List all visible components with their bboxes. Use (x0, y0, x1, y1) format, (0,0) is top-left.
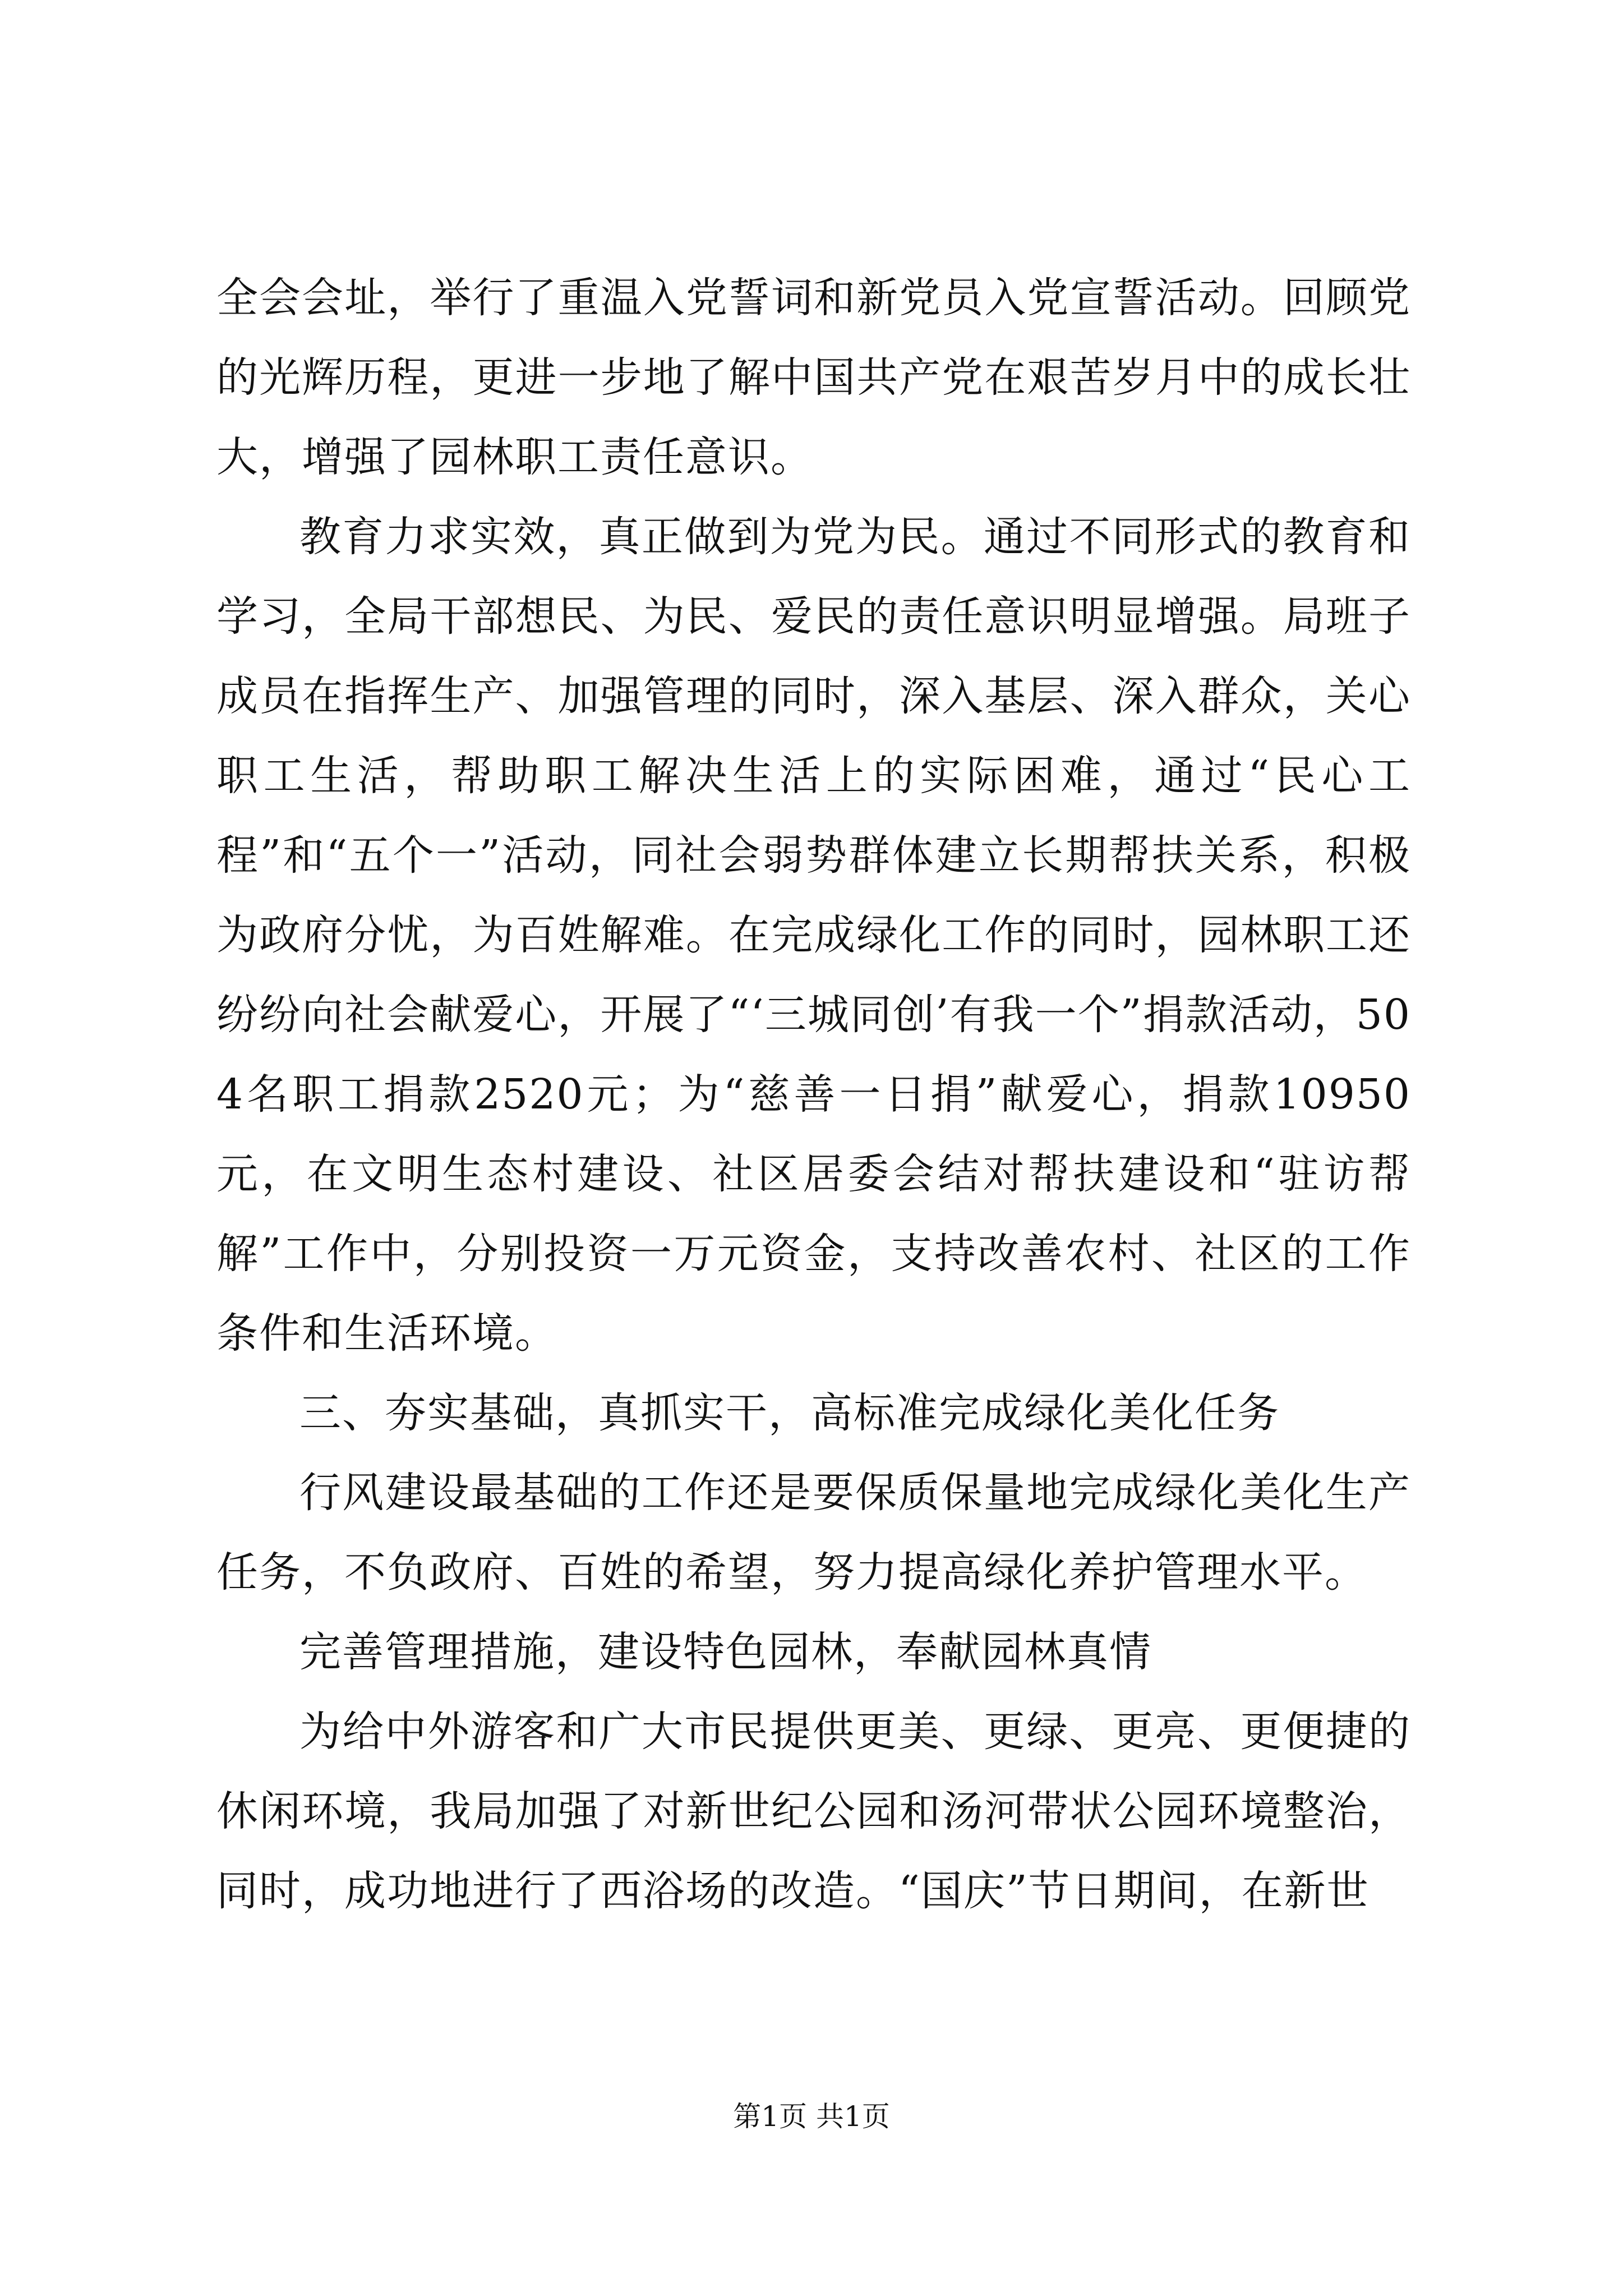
document-body (216, 258, 1411, 1931)
paragraph-4: 行风建设最基础的工作还是要保质保量地完成绿化美化生产任务，不负政府、百姓的希望，努力提高绿化养护管理水平。 (216, 1469, 1411, 1596)
paragraph-6: 为给中外游客和广大市民提供更美、更绿、更亮、更便捷的休闲环境，我局加强了对新世纪公园和汤河带状公园环境整治，同时，成功地进行了西浴场的改造。“国庆”节日期间，在新世 (216, 1708, 1411, 1915)
page-footer: 第1页 共1页 (733, 2100, 890, 2133)
paragraph-1: 全会会址，举行了重温入党誓词和新党员入党宣誓活动。回顾党的光辉历程，更进一步地了解中国共产党在艰苦岁月中的成长壮大，增强了园林职工责任意识。 (216, 274, 1411, 481)
section-heading-3: 三、夯实基础，真抓实干，高标准完成绿化美化任务 (299, 1389, 1280, 1437)
paragraph-2: 教育力求实效，真正做到为党为民。通过不同形式的教育和学习，全局干部想民、为民、爱民的责任意识明显增强。局班子成员在指挥生产、加强管理的同时，深入基层、深入群众，关心职工生活，帮助职工解决生活上的实际困难，通过“民心工程”和“五个一”活动，同社会弱势群体建立长期帮扶关系，积极为政府分忧，为百姓解难。在完成绿化工作的同时，园林职工还纷纷向社会献爱心，开展了“‘三城同创’有我一个”捐款活动，504名职工捐款2520元；为“慈善一日捐”献爱心，捐款10950元，在文明生态村建设、社区居委会结对帮扶建设和“驻访帮解”工作中，分别投资一万元资金，支持改善农村、社区的工作条件和生活环境。 (216, 513, 1411, 1358)
subheading-5: 完善管理措施，建设特色园林，奉献园林真情 (299, 1628, 1152, 1676)
